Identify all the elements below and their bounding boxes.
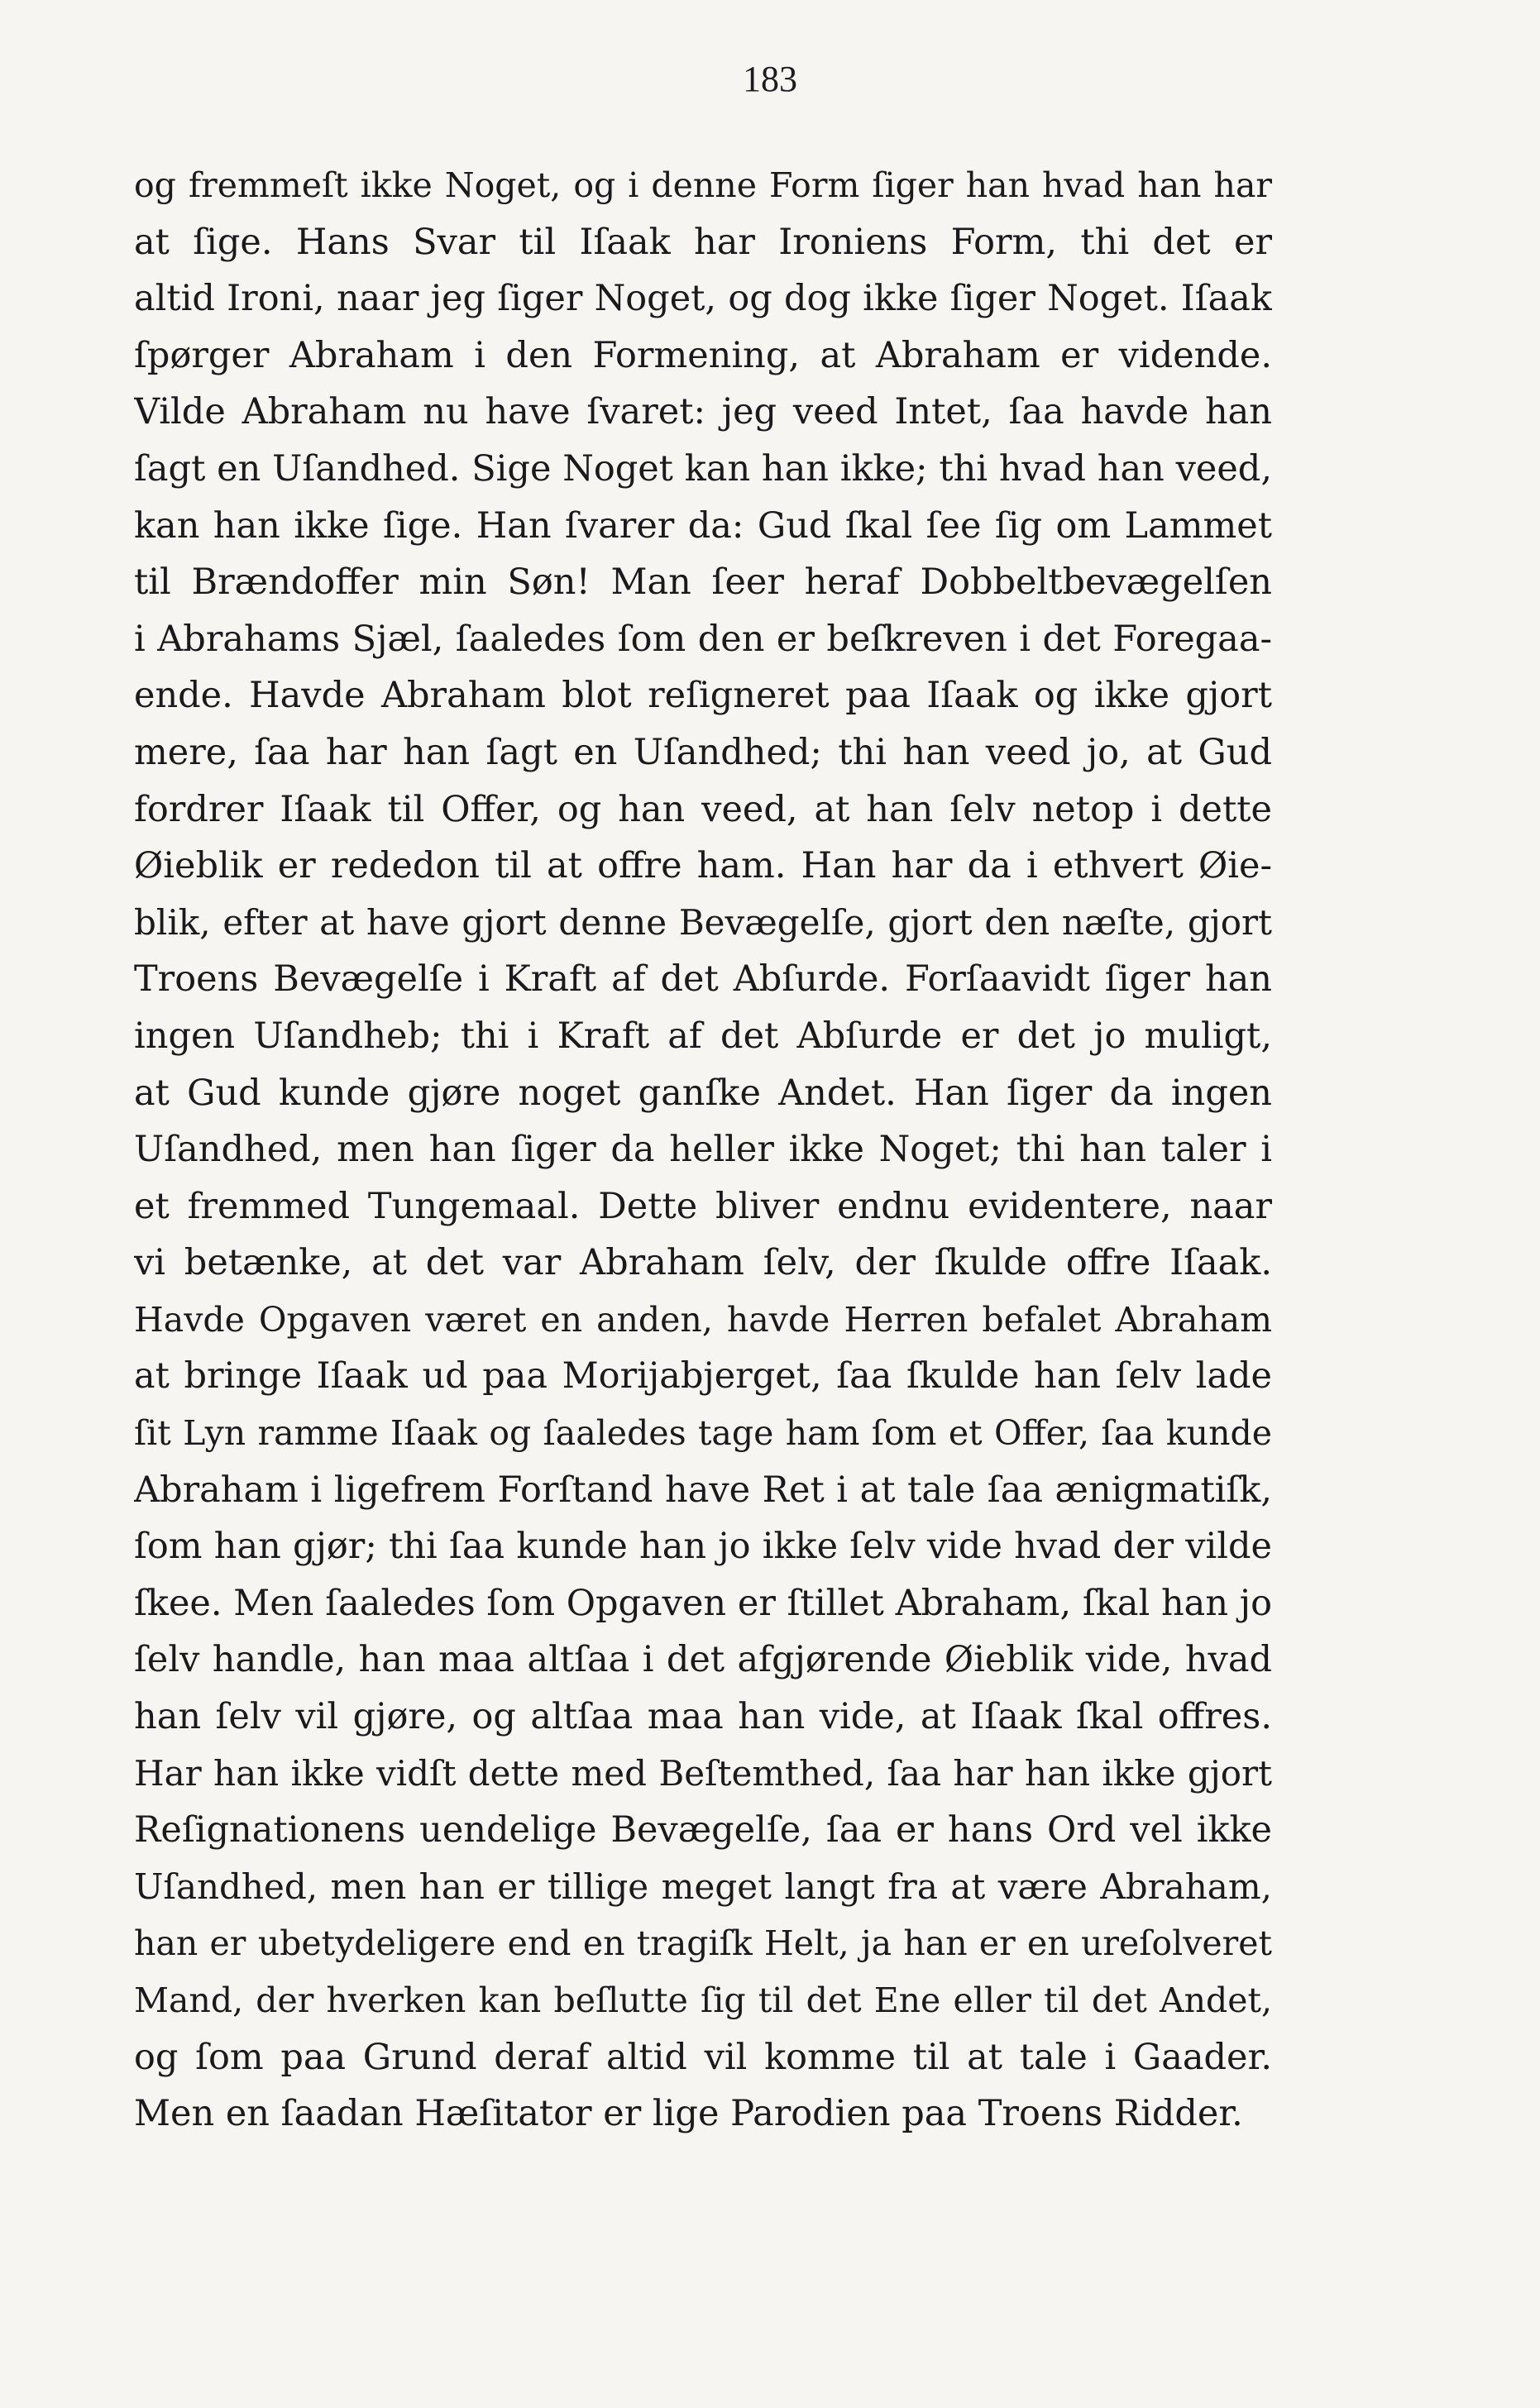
text-line: han er ubetydeligere end en tragiſk Helt, ja han er en ureſolveret: [134, 1923, 1272, 1964]
text-line: Øieblik er rededon til at offre ham. Han har da i ethvert Øie-: [134, 845, 1272, 887]
page-number: 183: [743, 59, 797, 99]
text-line: ende. Havde Abraham blot reſigneret paa Iſaak og ikke gjort: [134, 675, 1272, 717]
text-line: Men en ſaadan Hæſitator er lige Parodien paa Troens Ridder.: [134, 2093, 1243, 2135]
text-line: ſit Lyn ramme Iſaak og ſaaledes tage ham ſom et Offer, ſaa kunde: [134, 1413, 1272, 1454]
text-line: blik, efter at have gjort denne Bevægelſe, gjort den næſte, gjort: [134, 901, 1272, 943]
text-line: Reſignationens uendelige Bevægelſe, ſaa er hans Ord vel ikke: [134, 1809, 1272, 1851]
text-line: et fremmed Tungemaal. Dette bliver endnu evidentere, naar: [134, 1185, 1272, 1227]
text-line: i Abrahams Sjæl, ſaaledes ſom den er beſkreven i det Foregaa-: [134, 618, 1272, 660]
text-line: Abraham i ligefrem Forſtand have Ret i at tale ſaa ænigmatiſk,: [134, 1469, 1272, 1511]
text-line: mere, ſaa har han ſagt en Uſandhed; thi han veed jo, at Gud: [134, 731, 1272, 773]
text-line: og fremmeſt ikke Noget, og i denne Form ſiger han hvad han har: [134, 165, 1272, 205]
text-line: Vilde Abraham nu have ſvaret: jeg veed Intet, ſaa havde han: [134, 391, 1272, 433]
text-line: ſagt en Uſandhed. Sige Noget kan han ikke; thi hvad han veed,: [134, 447, 1272, 490]
text-line: Havde Opgaven været en anden, havde Herren befalet Abraham: [134, 1299, 1272, 1340]
text-line: ingen Uſandheb; thi i Kraft af det Abſurde er det jo muligt,: [134, 1015, 1272, 1057]
text-line: altid Ironi, naar jeg ſiger Noget, og dog ikke ſiger Noget. Iſaak: [134, 278, 1272, 320]
text-line: og ſom paa Grund deraf altid vil komme til at tale i Gaader.: [134, 2036, 1272, 2078]
text-line: til Brændoffer min Søn! Man ſeer heraf Dobbeltbevægelſen: [134, 561, 1272, 604]
text-line: Uſandhed, men han er tillige meget langt fra at være Abraham,: [134, 1866, 1272, 1907]
text-line: at bringe Iſaak ud paa Morijabjerget, ſaa ſkulde han ſelv lade: [134, 1355, 1272, 1398]
text-line: han ſelv vil gjøre, og altſaa maa han vide, at Iſaak ſkal offres.: [134, 1696, 1272, 1738]
text-line: Har han ikke vidſt dette med Beſtemthed, ſaa har han ikke gjort: [134, 1752, 1272, 1794]
text-line: at ſige. Hans Svar til Iſaak har Ironiens Form, thi det er: [134, 221, 1272, 263]
text-line: kan han ikke ſige. Han ſvarer da: Gud ſkal ſee ſig om Lammet: [134, 504, 1272, 547]
text-line: Troens Bevægelſe i Kraft af det Abſurde. Forſaavidt ſiger han: [134, 958, 1272, 1001]
text-line: at Gud kunde gjøre noget ganſke Andet. Han ſiger da ingen: [134, 1072, 1272, 1114]
body-text: [134, 157, 1272, 2143]
text-line: Mand, der hverken kan beſlutte ſig til det Ene eller til det Andet,: [134, 1980, 1272, 2020]
text-line: ſkee. Men ſaaledes ſom Opgaven er ſtillet Abraham, ſkal han jo: [134, 1582, 1272, 1624]
text-line: fordrer Iſaak til Offer, og han veed, at han ſelv netop i dette: [134, 788, 1272, 830]
text-line: ſelv handle, han maa altſaa i det afgjørende Øieblik vide, hvad: [134, 1639, 1272, 1681]
text-line: vi betænke, at det var Abraham ſelv, der ſkulde offre Iſaak.: [134, 1242, 1272, 1284]
text-line: ſom han gjør; thi ſaa kunde han jo ikke ſelv vide hvad der vilde: [134, 1526, 1272, 1568]
text-line: ſpørger Abraham i den Formening, at Abraham er vidende.: [134, 334, 1272, 376]
text-line: Uſandhed, men han ſiger da heller ikke Noget; thi han taler i: [134, 1129, 1272, 1171]
